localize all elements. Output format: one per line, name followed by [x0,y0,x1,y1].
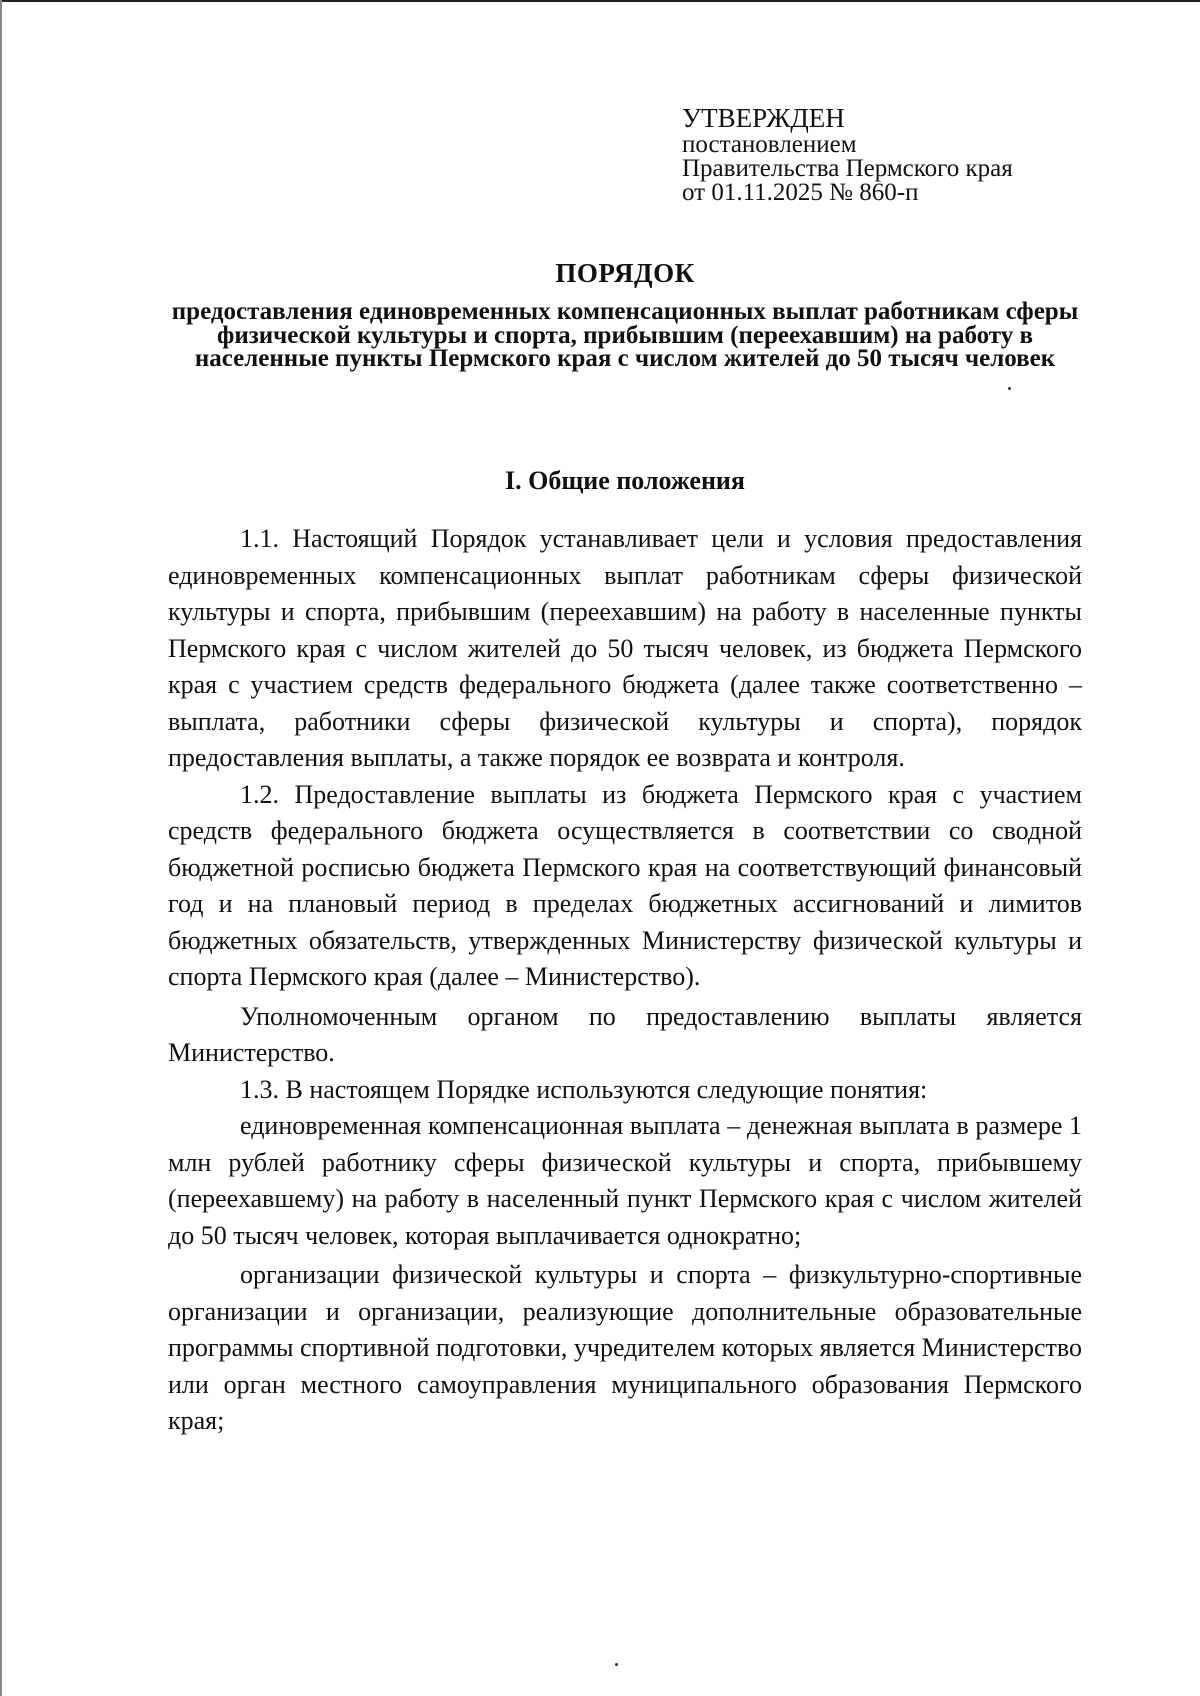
body-text [168,521,1082,1440]
scan-speck [1008,387,1011,390]
scan-speck [615,1663,618,1666]
scan-edge-top [0,0,1200,2]
paragraph-1-2: 1.2. Предоставление выплаты из бюджета Пермского края с участием средств федерального бюджета осуществляется в соответствии со сводной бюджетной росписью бюджета Пермского края на соответствующий финансовый год и на плановый период в пределах бюджетных ассигнований и лимитов бюджетных обязательств, утвержденных Министерству физической культуры и спорта Пермского края (далее – Министерство). [168,779,1082,991]
paragraph-1-3: 1.3. В настоящем Порядке используются следующие понятия: [240,1074,928,1104]
document-subtitle: предоставления единовременных компенсационных выплат работникам сферы физической культуры и спорта, прибывшим (переехавшим) на работу в населенные пункты Пермского края с числом жителей до 50 тысяч человек [171,298,1079,372]
approval-block [682,103,1142,205]
scan-edge-left [0,0,2,1696]
document-title: ПОРЯДОК [555,258,695,288]
paragraph-1-1: 1.1. Настоящий Порядок устанавливает цели и условия предоставления единовременных компенсационных выплат работникам сферы физической культуры и спорта, прибывшим (переехавшим) на работу в населенные пункты Пермского края с числом жителей до 50 тысяч человек, из бюджета Пермского края с участием средств федерального бюджета (далее также соответственно – выплата, работники сферы физической культуры и спорта), порядок предоставления выплаты, а также порядок ее возврата и контроля. [168,524,1082,772]
paragraph-authorized-body: Уполномоченным органом по предоставлению выплаты является Министерство. [168,1001,1082,1067]
paragraph-definition-organizations: организации физической культуры и спорта – физкультурно-спортивные организации и организации, реализующие дополнительные образовательные программы спортивной подготовки, учредителем которых является Министерство или орган местного самоуправления муниципального образования Пермского края; [168,1260,1082,1435]
approval-line-2: Правительства Пермского края [682,155,1013,182]
approval-line-3: от 01.11.2025 № 860-п [682,179,919,206]
section-heading: I. Общие положения [505,466,745,495]
approval-stamp: УТВЕРЖДЕН [682,103,845,133]
approval-line-1: постановлением [682,131,857,158]
paragraph-definition-payment: единовременная компенсационная выплата – денежная выплата в размере 1 млн рублей работнику сферы физической культуры и спорта, прибывшему (переехавшему) на работу в населенный пункт Пермского края с числом жителей до 50 тысяч человек, которая выплачивается однократно; [168,1111,1082,1250]
